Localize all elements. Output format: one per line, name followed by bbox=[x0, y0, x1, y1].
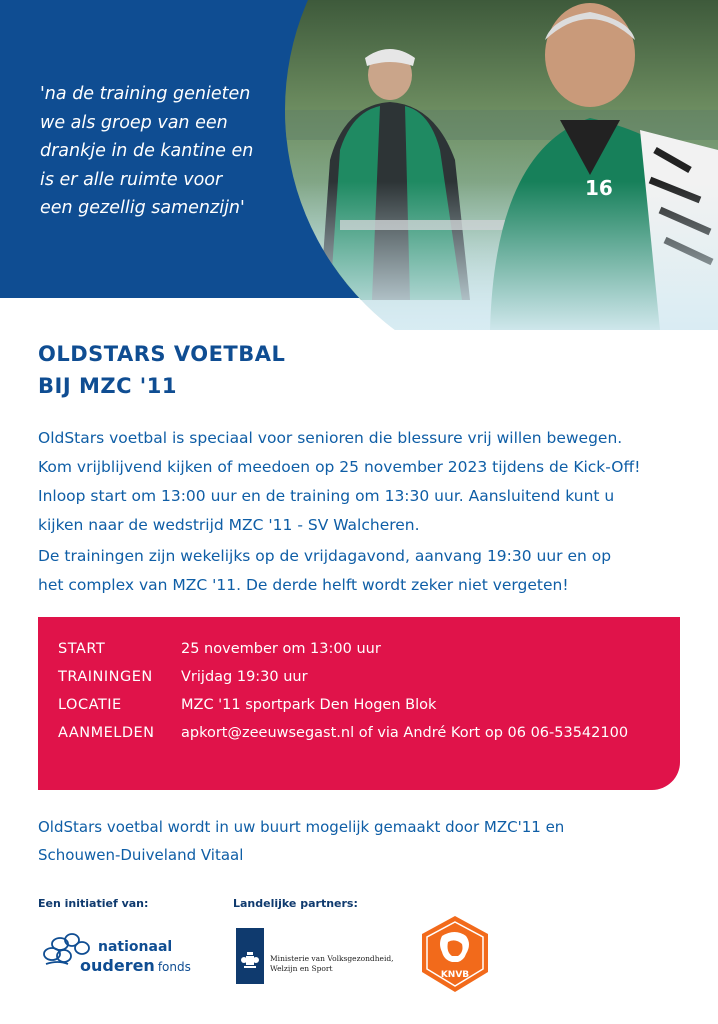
info-label: AANMELDEN bbox=[58, 725, 155, 741]
schedule-paragraph: De trainingen zijn wekelijks op de vrijdagavond, aanvang 19:30 uur en op het complex van MZC '11. De derde helft wordt zeker niet vergeten! bbox=[38, 547, 612, 594]
knvb-logo bbox=[418, 914, 492, 994]
title-line-1: OLDSTARS VOETBAL bbox=[38, 342, 286, 366]
partners-label: Landelijke partners: bbox=[233, 897, 358, 910]
info-value-contact: apkort@zeeuwsegast.nl of via André Kort op 06 06-53542100 bbox=[181, 725, 629, 741]
info-label: TRAININGEN bbox=[58, 669, 153, 685]
info-value: 25 november om 13:00 uur bbox=[181, 641, 381, 657]
hero-quote: 'na de training genieten we als groep van een drankje in de kantine en is er alle ruimte voor een gezellig samenzijn' bbox=[40, 84, 254, 218]
hero-banner bbox=[0, 0, 718, 330]
nof-word: ouderen bbox=[80, 956, 155, 975]
crest-icon bbox=[236, 928, 264, 984]
sponsor-text: OldStars voetbal wordt in uw buurt mogelijk gemaakt door MZC'11 en Schouwen-Duiveland Vitaal bbox=[38, 818, 565, 864]
knvb-text: KNVB bbox=[440, 970, 470, 980]
info-label: START bbox=[58, 641, 106, 657]
ministerie-name: Ministerie van Volksgezondheid, Welzijn en Sport bbox=[270, 954, 394, 973]
ministerie-logo bbox=[236, 928, 406, 984]
nof-line-2 bbox=[80, 956, 191, 975]
nof-line-1: nationaal bbox=[98, 939, 173, 955]
info-box bbox=[38, 617, 680, 790]
page-title bbox=[38, 338, 285, 402]
info-value: MZC '11 sportpark Den Hogen Blok bbox=[181, 697, 437, 713]
title-line-2: BIJ MZC '11 bbox=[38, 374, 177, 398]
nationaal-ouderenfonds-logo bbox=[38, 928, 208, 984]
info-label: LOCATIE bbox=[58, 697, 122, 713]
nof-suffix: fonds bbox=[157, 960, 191, 974]
intro-paragraph: OldStars voetbal is speciaal voor senioren die blessure vrij willen bewegen. Kom vrijblijvend kijken of meedoen op 25 november 2023 tijdens de Kick-Off! Inloop start om 13:00 uur en de training om 13:30 uur. Aansluitend kunt u kijken naar de wedstrijd MZC '11 - SV Walcheren. bbox=[38, 429, 641, 534]
ministerie-emblem-bar bbox=[236, 928, 264, 984]
info-value: Vrijdag 19:30 uur bbox=[181, 669, 308, 685]
initiative-label: Een initiatief van: bbox=[38, 897, 149, 910]
